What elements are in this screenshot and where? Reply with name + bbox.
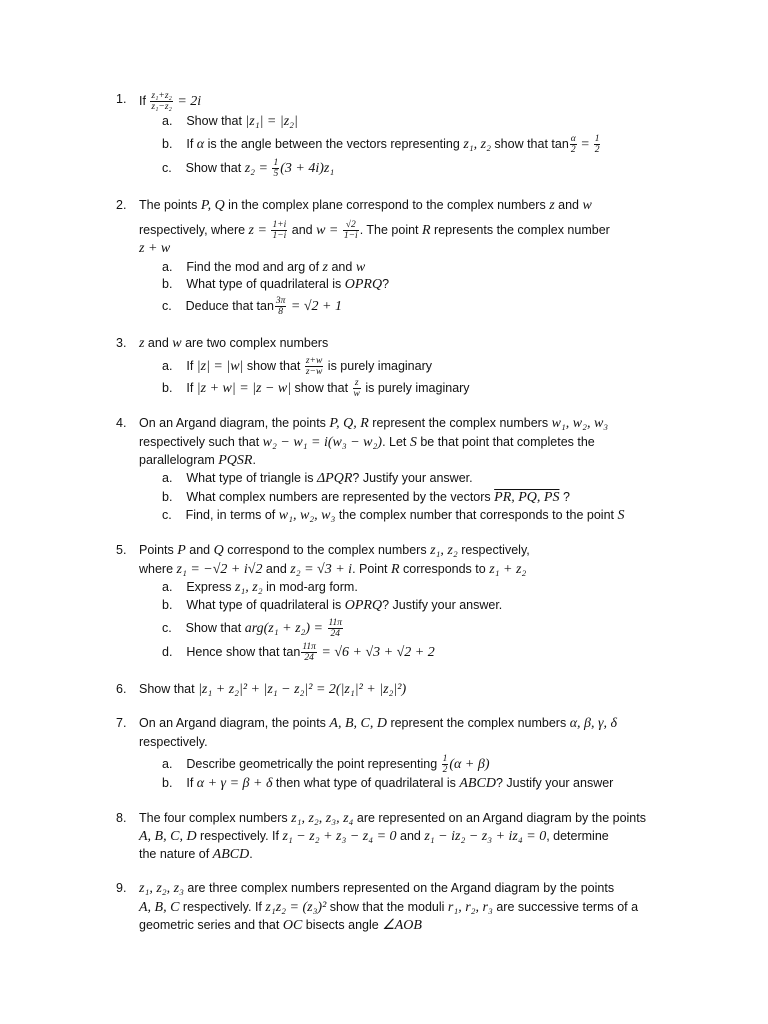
q2a-math2: w: [355, 260, 366, 275]
q5b-math1: OPRQ: [344, 598, 383, 613]
q8-l1-math1: z₁, z₂, z₃, z₄: [291, 811, 354, 826]
q6-number: 6.: [116, 682, 127, 696]
q9-l2-math1: A, B, C: [139, 900, 180, 915]
q8-l2-text3: , determine: [546, 829, 609, 843]
q9-l2-text2: show that the moduli: [326, 900, 448, 914]
q7a-math1: (α + β): [449, 756, 490, 772]
q5-l2-math2: z₂ = √3 + i: [290, 562, 353, 577]
q1c-frac: [272, 158, 279, 179]
q7b-label: b.: [162, 776, 173, 790]
q1b-frac1-den: 2: [570, 145, 576, 155]
q8-number: 8.: [116, 811, 127, 825]
q4c-text1: Find, in terms of: [185, 508, 279, 522]
q1b-text3: show that tan: [490, 136, 569, 151]
q4c-label: c.: [162, 508, 172, 522]
q5-l1-text2: and: [185, 543, 214, 557]
q9-line1: [139, 880, 614, 897]
q2-frac-w: [343, 220, 359, 241]
q3b-math1: |z + w| = |z − w|: [196, 380, 292, 396]
q4b-text2: ?: [559, 490, 570, 504]
q9-l1-text1: are three complex numbers represented on the Argand diagram by the points: [183, 881, 615, 895]
q1b-math2: z₁, z₂: [463, 136, 491, 152]
q4-line3: [139, 452, 256, 469]
q6-line1: [139, 681, 406, 698]
q4-l3-text1: parallelogram: [139, 453, 219, 467]
q5b-label: b.: [162, 598, 173, 612]
q4-l2-text2: . Let: [382, 435, 410, 449]
q2-l1-text1: The points: [139, 198, 201, 212]
q4c: [162, 507, 624, 524]
q2-l1-math2: z: [549, 198, 555, 213]
q1b-label: b.: [162, 136, 173, 151]
q2-frac-w-num: √2: [343, 220, 359, 231]
q2a-text1: Find the mod and arg of: [186, 260, 323, 274]
q2-l1-math3: w: [582, 198, 592, 213]
q7b-text3: ? Justify your answer: [495, 776, 614, 790]
q4-l2-text1: respectively such that: [139, 435, 263, 449]
q1-number: 1.: [116, 92, 127, 106]
q5-l2-math3: R: [390, 562, 400, 577]
q5c: [162, 618, 344, 639]
q2-l1-text3: and: [554, 198, 583, 212]
q3a-frac: [305, 356, 323, 377]
q9-number: 9.: [116, 881, 127, 895]
q8-l2-math2: z₁ − z₂ + z₃ − z₄ = 0: [282, 829, 397, 844]
q3-l1-math1: z: [139, 336, 145, 351]
q1-text: If: [139, 93, 150, 108]
q2c-label: c.: [162, 298, 172, 313]
q5c-label: c.: [162, 620, 172, 635]
q8-line2: [139, 828, 609, 845]
q8-l1-text2: are represented on an Argand diagram by the points: [353, 811, 646, 825]
q7a-frac-num: 1: [442, 754, 448, 764]
q3-line1: [139, 335, 328, 352]
q2c-text1: Deduce that tan: [185, 298, 274, 313]
q3b-frac: [353, 378, 361, 399]
q8-l2-text2: and: [396, 829, 425, 843]
q2a-text2: and: [328, 260, 356, 274]
q5-l1-math2: Q: [213, 543, 224, 558]
q7-l2-text1: respectively.: [139, 735, 208, 749]
q5d-frac-num: 11π: [302, 642, 316, 652]
q5b: [162, 597, 502, 614]
q7-line2: [139, 734, 208, 750]
q5d-frac: [301, 642, 317, 663]
q2c-frac: [275, 296, 287, 317]
q3a-frac-num: z+w: [305, 356, 323, 366]
q7-l1-text1: On an Argand diagram, the points: [139, 716, 330, 730]
q7a-text1: Describe geometrically the point representing: [186, 756, 441, 771]
q4a-text2: ? Justify your answer.: [352, 471, 473, 485]
q1-frac-den: z₁−z₂: [151, 102, 172, 112]
q2b-text1: What type of quadrilateral is: [186, 277, 345, 291]
q1b-frac1: [570, 134, 577, 155]
q9-line3: [139, 917, 422, 934]
q1b-frac2-num: 1: [594, 134, 600, 144]
q4-l1-text1: On an Argand diagram, the points: [139, 416, 330, 430]
q2a: [162, 259, 365, 276]
q2c-frac-den: 8: [278, 307, 284, 317]
q6-math1: |z₁ + z₂|² + |z₁ − z₂|² = 2(|z₁|² + |z₂|²): [198, 682, 407, 697]
q4-l2-math2: S: [409, 435, 417, 450]
q3-number: 3.: [116, 336, 127, 350]
q4b-label: b.: [162, 490, 173, 504]
q1c-frac-den: 5: [273, 169, 279, 179]
q5-line2: [139, 561, 526, 578]
q1b-text2: is the angle between the vectors representing: [204, 136, 464, 151]
q1c-text: Show that: [185, 160, 245, 175]
q7b-text2: then what type of quadrilateral is: [272, 776, 460, 790]
q2-line1: [139, 197, 592, 214]
q3b-text1: If: [186, 380, 197, 395]
q4a-text1: What type of triangle is: [186, 471, 317, 485]
q7-l1-math2: α, β, γ, δ: [569, 716, 618, 731]
q8-l3-text2: .: [249, 847, 253, 861]
q5c-frac-den: 24: [330, 629, 341, 639]
q5d-label: d.: [162, 644, 173, 659]
q1b-frac2: [594, 134, 601, 155]
q5-number: 5.: [116, 543, 127, 557]
q7b-text1: If: [186, 776, 197, 790]
q5-l1-text1: Points: [139, 543, 178, 557]
q2-l2-text3: . The point: [359, 222, 422, 237]
q5a-text2: in mod-arg form.: [262, 580, 358, 594]
q4b-vectors: PR, PQ, PS: [494, 490, 560, 505]
q5-l2-math4: z₁ + z₂: [489, 562, 527, 577]
q3b-frac-den: w: [353, 389, 360, 399]
q9-l2-math2: z₁z₂ = (z₃)²: [265, 900, 327, 915]
q2-line3: [139, 240, 170, 257]
q1c-label: c.: [162, 160, 172, 175]
q9-l3-math1: OC: [282, 918, 303, 933]
q4c-math2: S: [617, 508, 625, 523]
q4b-text1: What complex numbers are represented by the vectors: [186, 490, 495, 504]
q1c-frac-num: 1: [273, 158, 279, 168]
q5b-text2: ? Justify your answer.: [382, 598, 503, 612]
q3a-text2: show that: [243, 358, 304, 373]
q7b-math2: ABCD: [459, 776, 496, 791]
q2b-text2: ?: [382, 277, 390, 291]
q3a-math1: |z| = |w|: [196, 358, 244, 374]
q5d-text1: Hence show that tan: [186, 644, 301, 659]
q8-l1-text1: The four complex numbers: [139, 811, 292, 825]
q2-l2-text2: and: [288, 222, 317, 237]
q3-l1-text2: are two complex numbers: [181, 336, 329, 350]
q2a-label: a.: [162, 260, 173, 274]
q8-l3-math1: ABCD: [212, 847, 250, 862]
q4-l2-math1: w₂ − w₁ = i(w₃ − w₂): [262, 435, 383, 450]
q5c-frac: [328, 618, 344, 639]
q1a-text: Show that: [186, 114, 246, 128]
q8-line1: [139, 810, 646, 827]
q2-l2-math3: R: [422, 222, 431, 238]
q1b-frac2-den: 2: [594, 145, 600, 155]
q2a-math1: z: [322, 260, 328, 275]
q2-number: 2.: [116, 198, 127, 212]
q9-l3-text2: bisects angle: [302, 918, 383, 932]
q5-l2-math1: z₁ = −√2 + i√2: [176, 562, 263, 577]
q9-l3-text1: geometric series and that: [139, 918, 283, 932]
q2-l2-text4: represents the complex number: [430, 222, 610, 237]
q2c-math1: = √2 + 1: [287, 298, 342, 314]
q2c: [162, 296, 342, 317]
q2b-label: b.: [162, 277, 173, 291]
q2-l3-math1: z + w: [139, 241, 171, 256]
q1b-text1: If: [186, 136, 197, 151]
q1a-math: |z₁| = |z₂|: [245, 114, 298, 129]
q9-l2-math3: r₁, r₂, r₃: [447, 900, 493, 915]
q2-frac-z-den: 1−i: [272, 231, 287, 241]
q4-l1-text2: represent the complex numbers: [368, 416, 552, 430]
q8-l2-text1: respectively. If: [196, 829, 283, 843]
q2-frac-z: [271, 220, 287, 241]
q1b-math1: α: [196, 136, 205, 152]
q7-line1: [139, 715, 617, 732]
q1-fraction: [150, 91, 172, 112]
q4-l3-text2: .: [252, 453, 256, 467]
q4c-text2: the complex number that corresponds to the point: [335, 508, 618, 522]
q2-frac-w-den: 1−i: [343, 231, 358, 241]
q3a-text3: is purely imaginary: [324, 358, 432, 373]
q1-frac-num: z₁+z₂: [151, 91, 172, 101]
q1c-math1: z₂ =: [244, 160, 272, 176]
q5-l1-math3: z₁, z₂: [430, 543, 458, 558]
q7-l1-text2: represent the complex numbers: [386, 716, 570, 730]
q4c-math1: w₁, w₂, w₃: [278, 508, 336, 523]
q5-l2-text2: and: [262, 562, 291, 576]
q7a: [162, 754, 489, 775]
q3-l1-text1: and: [144, 336, 173, 350]
q5-l2-text3: . Point: [352, 562, 391, 576]
q5-l2-text4: corresponds to: [399, 562, 490, 576]
q4-line2: [139, 434, 595, 451]
q4a-label: a.: [162, 471, 173, 485]
q5-l2-text1: where: [139, 562, 177, 576]
q5b-text1: What type of quadrilateral is: [186, 598, 345, 612]
q2-frac-z-num: 1+i: [272, 220, 287, 230]
q1a-label: a.: [162, 114, 173, 128]
q9-l2-text3: are successive terms of a: [492, 900, 639, 914]
q2-l2-math2: w =: [316, 222, 342, 238]
q9-l3-math2: ∠AOB: [382, 918, 422, 933]
q5c-text1: Show that: [185, 620, 245, 635]
q7-number: 7.: [116, 716, 127, 730]
q2-l1-text2: in the complex plane correspond to the complex numbers: [224, 198, 550, 212]
q5c-frac-num: 11π: [328, 618, 343, 628]
q5d-math1: = √6 + √3 + √2 + 2: [317, 644, 435, 660]
q1b-eq: =: [577, 136, 593, 152]
q8-l2-math1: A, B, C, D: [139, 829, 197, 844]
q3-l1-math2: w: [172, 336, 182, 351]
q2c-frac-num: 3π: [275, 296, 286, 306]
q3a: [162, 356, 432, 377]
q2-l2-math1: z =: [248, 222, 271, 238]
q8-l3-text1: the nature of: [139, 847, 213, 861]
q1b-frac1-num: α: [570, 134, 576, 144]
q1-stem: [139, 91, 201, 112]
q3a-label: a.: [162, 358, 173, 373]
q4-l1-math2: w₁, w₂, w₃: [551, 416, 609, 431]
q3b-frac-num: z: [353, 378, 361, 389]
q7a-frac: [442, 754, 449, 775]
q8-l2-math3: z₁ − iz₂ − z₃ + iz₄ = 0: [424, 829, 547, 844]
q7-l1-math1: A, B, C, D: [329, 716, 387, 731]
q4-l2-text3: be that point that completes the: [416, 435, 595, 449]
q6-text1: Show that: [139, 682, 199, 696]
q5-l1-text3: correspond to the complex numbers: [223, 543, 431, 557]
q4a-math1: ΔPQR: [316, 471, 353, 486]
q2-l2-text1: respectively, where: [139, 222, 249, 237]
q4-line1: [139, 415, 608, 432]
q3a-text1: If: [186, 358, 197, 373]
q2b: [162, 276, 389, 293]
q5a: [162, 579, 358, 596]
q4a: [162, 470, 473, 487]
q4-l1-math1: P, Q, R: [329, 416, 369, 431]
q4-number: 4.: [116, 416, 127, 430]
q7b: [162, 775, 613, 792]
q1-eq: = 2i: [177, 93, 202, 109]
q5-l1-text4: respectively,: [457, 543, 530, 557]
q7a-frac-den: 2: [442, 765, 448, 775]
q1c-math2: (3 + 4i)z₁: [280, 160, 335, 176]
q4b: [162, 489, 570, 506]
q5c-math1: arg(z₁ + z₂) =: [244, 620, 327, 636]
q9-l1-math1: z₁, z₂, z₃: [139, 881, 184, 896]
q5a-text1: Express: [186, 580, 235, 594]
q5d: [162, 642, 435, 663]
q3b-text3: is purely imaginary: [361, 380, 470, 395]
q9-l2-text1: respectively. If: [179, 900, 266, 914]
q1b: [162, 134, 601, 155]
q4-l3-math1: PQSR: [218, 453, 253, 468]
q7b-math1: α + γ = β + δ: [196, 776, 273, 791]
q5d-frac-den: 24: [304, 653, 314, 663]
q7a-label: a.: [162, 756, 173, 771]
q5a-math1: z₁, z₂: [234, 580, 263, 595]
q3b: [162, 378, 470, 399]
q2-l1-math1: P, Q: [200, 198, 225, 213]
q2b-math1: OPRQ: [344, 277, 383, 292]
q1c: [162, 158, 334, 179]
q3a-frac-den: z−w: [305, 367, 323, 377]
q3b-text2: show that: [291, 380, 352, 395]
q8-line3: [139, 846, 253, 863]
q1a: [162, 113, 298, 130]
q9-line2: [139, 899, 638, 916]
q3b-label: b.: [162, 380, 173, 395]
q2-line2: [139, 220, 610, 241]
q5-l1-math1: P: [177, 543, 186, 558]
q5-line1: [139, 542, 530, 559]
q5a-label: a.: [162, 580, 173, 594]
